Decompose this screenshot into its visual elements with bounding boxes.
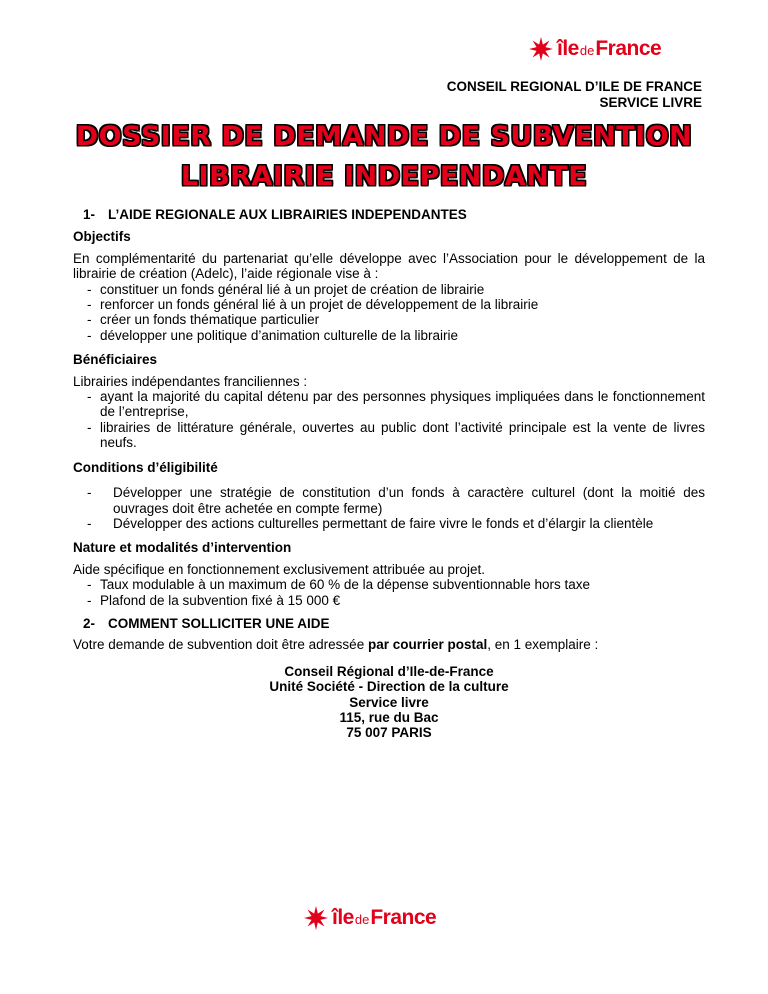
list-item <box>73 312 705 327</box>
star-icon <box>303 905 329 931</box>
bullet-dash: - <box>87 312 92 328</box>
subheading-beneficiaires: Bénéficiaires <box>73 352 158 368</box>
list-item <box>73 516 705 531</box>
section-heading <box>83 207 705 222</box>
bullet-dash: - <box>87 389 92 405</box>
header-block <box>447 79 702 111</box>
iledefrance-logo <box>528 36 661 62</box>
submission-text-end: , en 1 exemplaire : <box>487 637 599 653</box>
address-line: Conseil Régional d’Ile-de-France <box>284 663 494 679</box>
address-line: Unité Société - Direction de la culture <box>269 679 509 695</box>
list-item <box>73 593 705 608</box>
section-title: COMMENT SOLLICITER UNE AIDE <box>108 615 330 631</box>
list-item-text: Plafond de la subvention fixé à 15 000 € <box>100 592 341 608</box>
list-item-text: développer une politique d’animation culturelle de la librairie <box>100 327 458 343</box>
subheading-conditions: Conditions d’éligibilité <box>73 459 218 475</box>
list-item <box>73 577 705 592</box>
subheading-nature: Nature et modalités d’intervention <box>73 540 292 556</box>
document-body <box>73 207 705 741</box>
logo-text-ile: île <box>332 906 354 929</box>
paragraph-objectifs: En complémentarité du partenariat qu’elle développe avec l’Association pour le développement de la librairie de création (Adelc), l’aide régionale vise à : <box>73 250 705 282</box>
address-line: 75 007 PARIS <box>346 725 432 741</box>
bullet-dash: - <box>87 281 92 297</box>
list-objectifs <box>73 282 705 344</box>
subheading-objectifs: Objectifs <box>73 229 131 245</box>
submission-text: Votre demande de subvention doit être adressée <box>73 637 368 653</box>
iledefrance-logo-footer <box>303 905 436 931</box>
list-item-text: Taux modulable à un maximum de 60 % de la dépense subventionnable hors taxe <box>100 577 591 593</box>
header-line-service: SERVICE LIVRE <box>599 95 702 110</box>
logo-text-de: de <box>354 912 370 927</box>
bullet-dash: - <box>87 515 92 531</box>
list-item <box>73 297 705 312</box>
logo-text-france: France <box>370 906 437 929</box>
paragraph-beneficiaires: Librairies indépendantes franciliennes : <box>73 373 308 389</box>
logo-text-ile: île <box>557 37 579 60</box>
bullet-dash: - <box>87 327 92 343</box>
list-item-text: ayant la majorité du capital détenu par des personnes physiques impliquées dans le fonctionnement de l’entreprise, <box>100 389 705 420</box>
list-nature <box>73 577 705 608</box>
list-item-text: constituer un fonds général lié à un projet de création de librairie <box>100 281 485 297</box>
bullet-dash: - <box>87 419 92 435</box>
bullet-dash: - <box>87 485 92 501</box>
section-heading <box>83 616 705 631</box>
list-item-text: Développer une stratégie de constitution d’un fonds à caractère culturel (dont la moitié des ouvrages doit être achetée en compte ferme) <box>113 485 705 516</box>
list-item <box>73 485 705 516</box>
list-conditions <box>73 485 705 531</box>
postal-address <box>73 664 705 741</box>
logo-text-de: de <box>579 43 595 58</box>
address-line: 115, rue du Bac <box>339 709 439 725</box>
submission-text-bold: par courrier postal <box>367 637 488 653</box>
bullet-dash: - <box>87 297 92 313</box>
bullet-dash: - <box>87 592 92 608</box>
paragraph-nature: Aide spécifique en fonctionnement exclusivement attribuée au projet. <box>73 561 486 577</box>
section-number: 1- <box>83 207 96 222</box>
list-item-text: Développer des actions culturelles permettant de faire vivre le fonds et d’élargir la clientèle <box>113 515 654 531</box>
list-item <box>73 420 705 451</box>
list-item <box>73 328 705 343</box>
list-item-text: renforcer un fonds général lié à un projet de développement de la librairie <box>100 297 539 313</box>
section-title: L’AIDE REGIONALE AUX LIBRAIRIES INDEPENDANTES <box>108 207 467 222</box>
star-icon <box>528 36 554 62</box>
header-line-council: CONSEIL REGIONAL D’ILE DE FRANCE <box>446 79 702 94</box>
list-item <box>73 389 705 420</box>
paragraph-submission <box>73 637 705 652</box>
section-number: 2- <box>83 615 96 631</box>
list-item-text: créer un fonds thématique particulier <box>100 312 320 328</box>
document-title-line1: DOSSIER DE DEMANDE DE SUBVENTION <box>75 121 693 152</box>
document-title-line2: LIBRAIRIE INDEPENDANTE <box>180 161 588 192</box>
address-line: Service livre <box>349 694 429 710</box>
list-beneficiaires <box>73 389 705 451</box>
list-item <box>73 282 705 297</box>
logo-text-france: France <box>595 37 662 60</box>
bullet-dash: - <box>87 577 92 593</box>
list-item-text: librairies de littérature générale, ouvertes au public dont l’activité principale est la vente de livres neufs. <box>100 419 705 451</box>
